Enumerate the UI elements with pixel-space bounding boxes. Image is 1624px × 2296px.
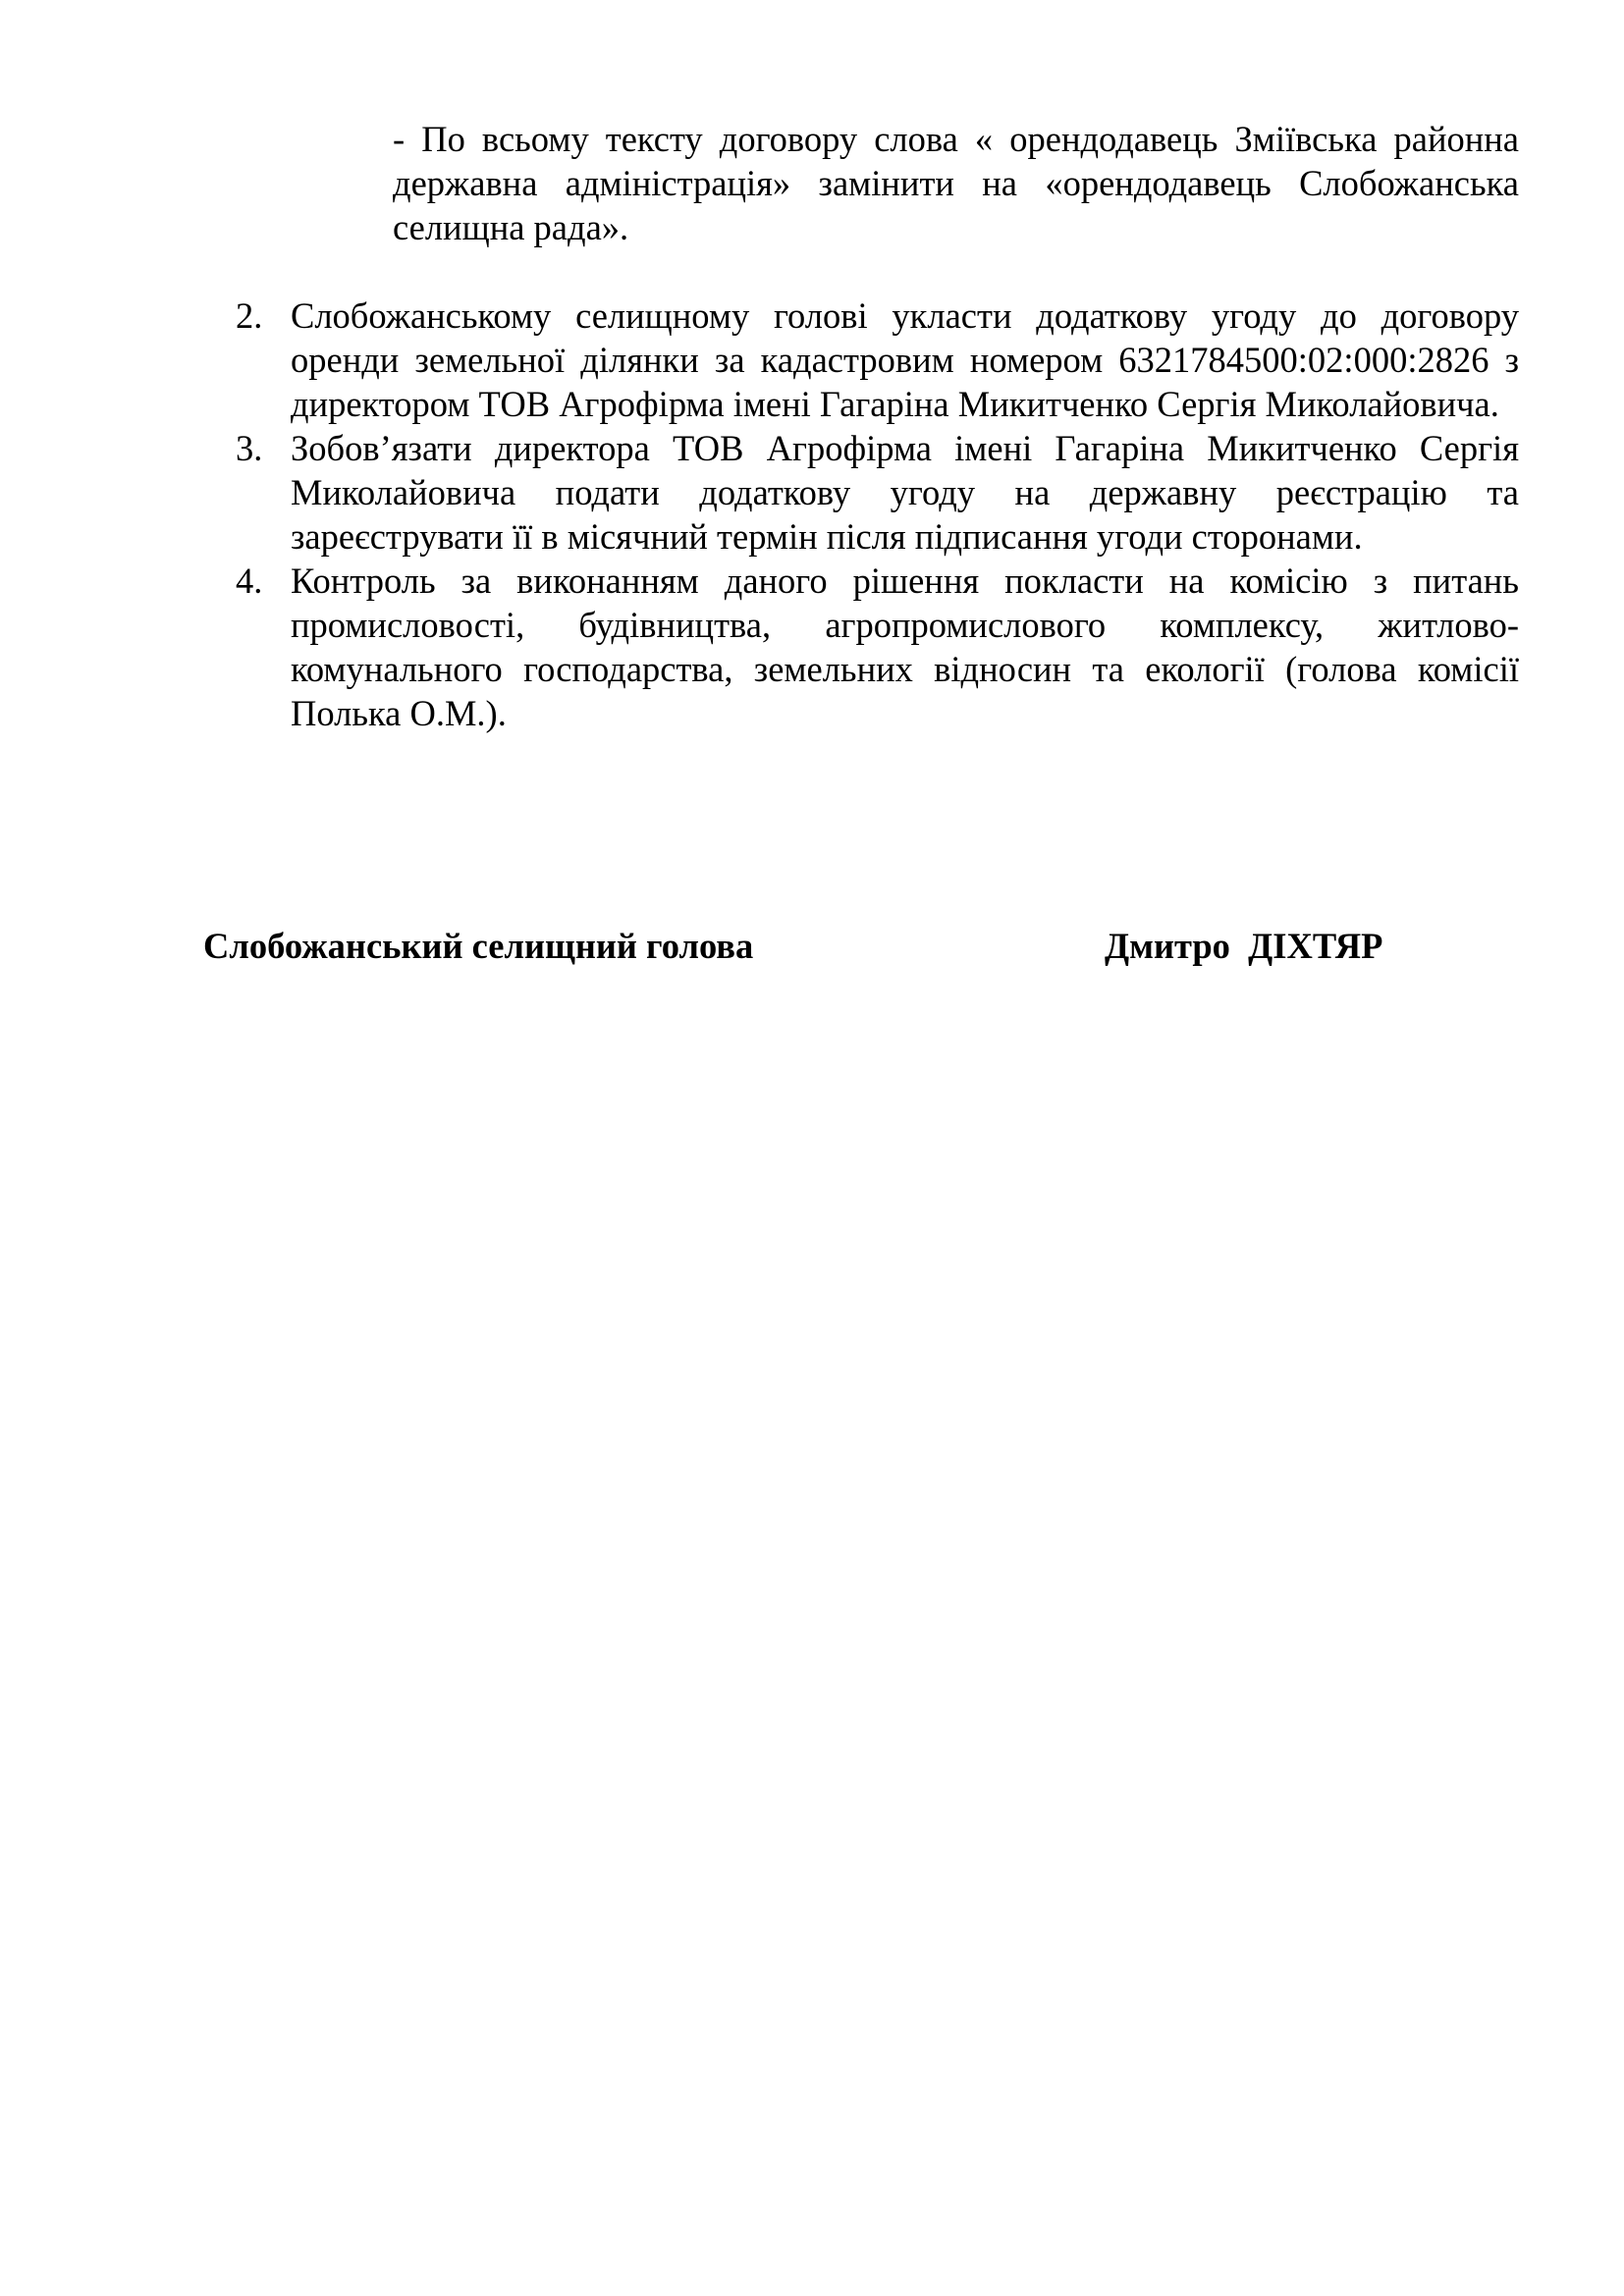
item-text: Зобов’язати директора ТОВ Агрофірма імені Гагаріна Микитченко Сергія Миколайовича подати додаткову угоду на державну реєстрацію та зареєструвати її в місячний термін після підписання угоди сторонами.: [291, 428, 1519, 557]
item-text: Контроль за виконанням даного рішення покласти на комісію з питань промисловості, будівництва, агропромислового комплексу, житлово-комунального господарства, земельних відносин та екології (голова комісії Полька О.М.).: [291, 561, 1519, 733]
item-number: 2.: [236, 295, 263, 336]
list-item: [236, 294, 1519, 426]
signature-block: [203, 924, 1431, 973]
list-item: [236, 426, 1519, 559]
signature-title: Слобожанський селищний голова: [203, 926, 754, 966]
item-text: Слобожанському селищному голові укласти додаткову угоду до договору оренди земельної ділянки за кадастровим номером 6321784500:02:000:2826 з директором ТОВ Агрофірма імені Гагаріна Микитченко Сергія Миколайовича.: [291, 295, 1519, 424]
list-item: [236, 559, 1519, 735]
item-number: 4.: [236, 561, 263, 601]
item-number: 3.: [236, 428, 263, 468]
signature-name: Дмитро ДІХТЯР: [1105, 926, 1383, 966]
decision-items-list: [236, 294, 1519, 735]
intro-paragraph: - По всьому тексту договору слова « орендодавець Зміївська районна державна адміністрація» замінити на «орендодавець Слобожанська селищна рада».: [393, 119, 1519, 247]
